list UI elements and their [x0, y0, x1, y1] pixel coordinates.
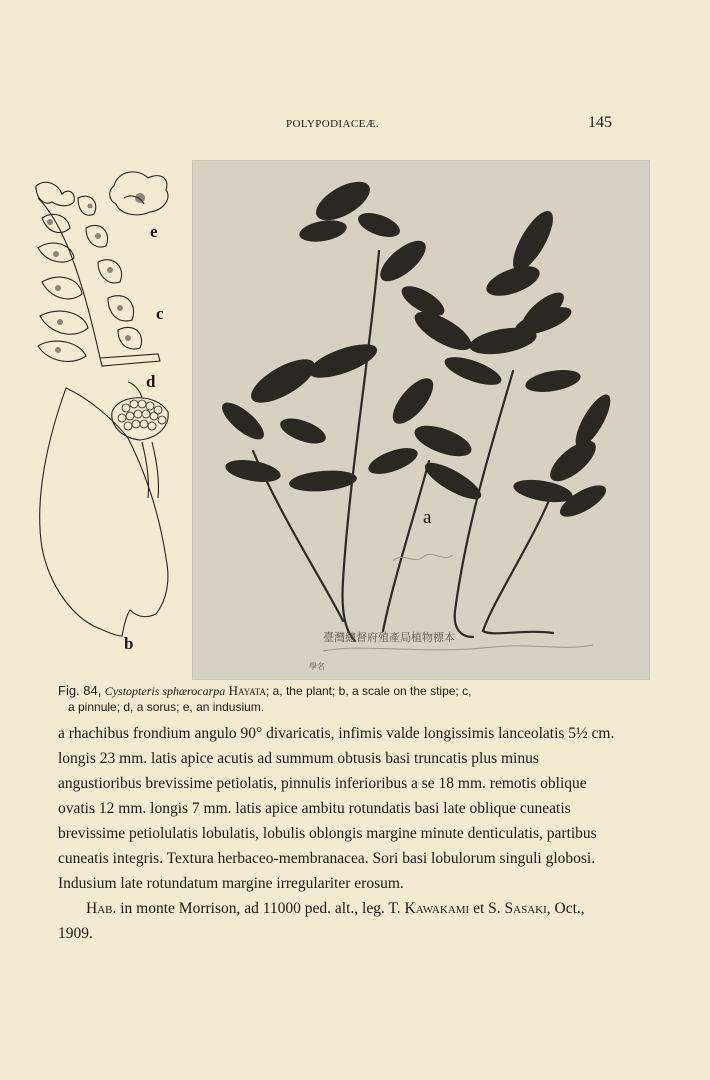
caption-author: Hayata [228, 683, 266, 698]
herbarium-stamp: 臺灣總督府殖產局植物標本 [323, 631, 455, 644]
herbarium-stamp-small: 學名 [309, 662, 325, 671]
caption-species: Cystopteris sphærocarpa [104, 684, 226, 698]
figure-label-e: e [150, 222, 158, 241]
plant-photo-plate [192, 160, 650, 680]
line-drawings [28, 158, 193, 658]
fern-specimen-image [193, 161, 649, 679]
habitat-and: et S. [473, 900, 501, 917]
habitat-date: , Oct., 1909. [58, 900, 585, 942]
habitat-label: Hab. [86, 900, 117, 917]
habitat-paragraph [58, 896, 616, 946]
collector-2: Sasaki [504, 900, 547, 917]
body-text [58, 721, 616, 946]
collector-1: Kawakami [404, 900, 470, 917]
figure-label-c: c [156, 304, 164, 323]
description-paragraph: a rhachibus frondium angulo 90° divaricatis, infimis valde longissimis lanceolatis 5½ cm. longis 23 mm. latis apice acutis ad summum obtusis basi truncatis plus minus angustioribus brevissime petiolatis, pinnulis inferioribus a se 18 mm. remotis oblique ovatis 12 mm. longis 7 mm. latis apice ambitu rotundatis basi late oblique cuneatis brevissime petiolulatis lobulatis, lobulis oblongis margine minute denticulatis, partibus cuneatis integris. Textura herbaceo-membranacea. Sori basi lobulorum singuli globosi. Indusium late rotundatum margine irregulariter erosum. [58, 725, 615, 892]
figure-label-d: d [146, 372, 156, 391]
section-title: POLYPODIACEÆ. [286, 118, 380, 130]
figure-84 [28, 158, 650, 678]
caption-fig-number: Fig. 84, [58, 683, 102, 698]
figure-label-b: b [124, 634, 134, 653]
page-number: 145 [588, 114, 612, 131]
figure-label-a: a [423, 507, 432, 528]
habitat-text: in monte Morrison, ad 11000 ped. alt., leg. T. [120, 900, 401, 917]
running-head [0, 116, 710, 136]
caption-parts-line1: ; a, the plant; b, a scale on the stipe; c, [265, 684, 472, 698]
figure-caption [58, 683, 618, 715]
caption-parts-line2: a pinnule; d, a sorus; e, an indusium. [68, 700, 265, 714]
